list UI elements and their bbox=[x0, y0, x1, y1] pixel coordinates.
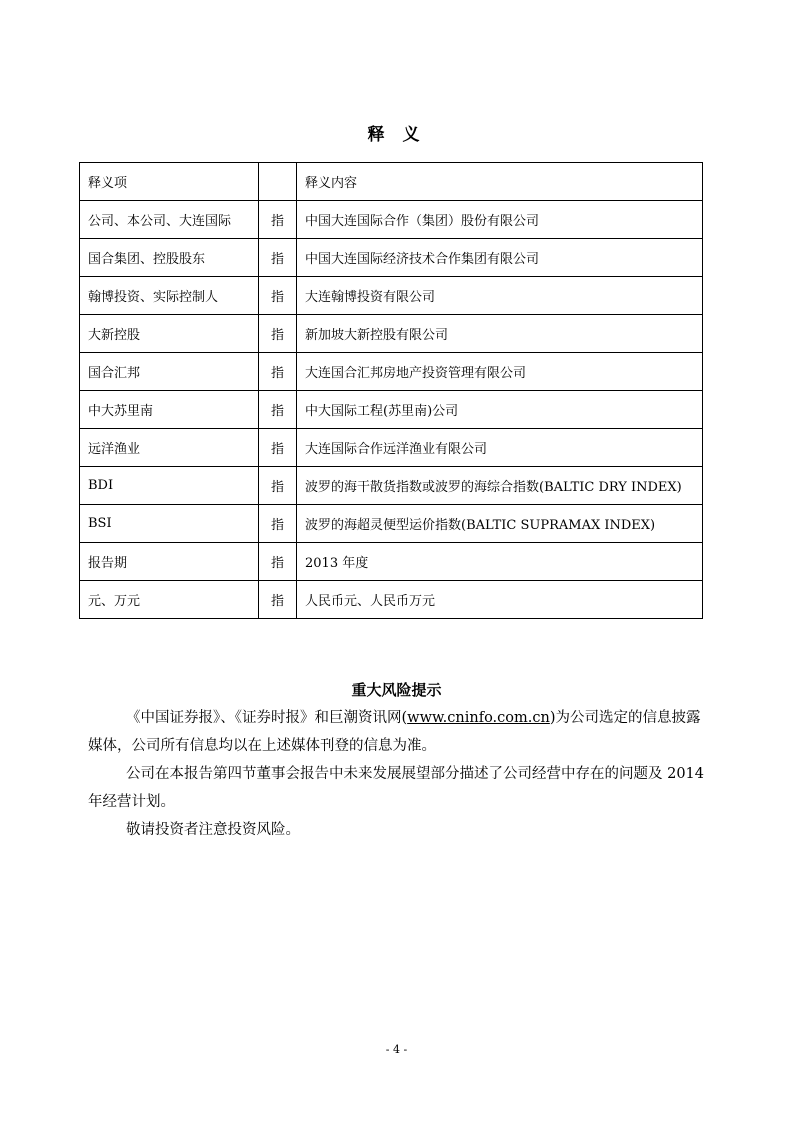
row-mid: 指 bbox=[259, 505, 297, 543]
row-content: 大连国际合作远洋渔业有限公司 bbox=[297, 429, 703, 467]
row-term: 报告期 bbox=[80, 543, 259, 581]
row-term: 大新控股 bbox=[80, 315, 259, 353]
table-row bbox=[80, 201, 703, 239]
row-mid: 指 bbox=[259, 581, 297, 619]
table-row bbox=[80, 581, 703, 619]
table-row bbox=[80, 315, 703, 353]
row-term: BSI bbox=[80, 505, 259, 543]
risk-p1-text-after: )为公司选定的信息披露媒体，公司所有信息均以在上述媒体刊登的信息为准。 bbox=[88, 710, 701, 754]
row-term: BDI bbox=[80, 467, 259, 505]
table-row bbox=[80, 353, 703, 391]
cninfo-link[interactable]: www.cninfo.com.cn bbox=[407, 710, 550, 726]
row-content: 中国大连国际合作（集团）股份有限公司 bbox=[297, 201, 703, 239]
table-row bbox=[80, 277, 703, 315]
definitions-table bbox=[79, 162, 703, 619]
row-term: 元、万元 bbox=[80, 581, 259, 619]
row-mid: 指 bbox=[259, 277, 297, 315]
header-mid bbox=[259, 163, 297, 201]
header-term: 释义项 bbox=[80, 163, 259, 201]
row-term: 远洋渔业 bbox=[80, 429, 259, 467]
table-row bbox=[80, 239, 703, 277]
row-mid: 指 bbox=[259, 201, 297, 239]
row-mid: 指 bbox=[259, 239, 297, 277]
page-number: - 4 - bbox=[385, 1043, 408, 1056]
risk-paragraph-2: 公司在本报告第四节董事会报告中未来发展展望部分描述了公司经营中存在的问题及 2014 年经营计划。 bbox=[88, 766, 705, 810]
risk-section-title: 重大风险提示 bbox=[351, 681, 442, 699]
row-mid: 指 bbox=[259, 543, 297, 581]
table-header-row bbox=[80, 163, 703, 201]
row-mid: 指 bbox=[259, 353, 297, 391]
row-term: 公司、本公司、大连国际 bbox=[80, 201, 259, 239]
row-content: 波罗的海干散货指数或波罗的海综合指数(BALTIC DRY INDEX) bbox=[297, 467, 703, 505]
row-term: 国合汇邦 bbox=[80, 353, 259, 391]
row-mid: 指 bbox=[259, 467, 297, 505]
row-term: 国合集团、控股股东 bbox=[80, 239, 259, 277]
row-term: 翰博投资、实际控制人 bbox=[80, 277, 259, 315]
risk-p1-text-before: 《中国证券报》、《证券时报》和巨潮资讯网( bbox=[126, 710, 408, 726]
table-row bbox=[80, 391, 703, 429]
row-content: 大连国合汇邦房地产投资管理有限公司 bbox=[297, 353, 703, 391]
table-row bbox=[80, 467, 703, 505]
row-content: 2013 年度 bbox=[297, 543, 703, 581]
row-content: 新加坡大新控股有限公司 bbox=[297, 315, 703, 353]
row-term: 中大苏里南 bbox=[80, 391, 259, 429]
table-row bbox=[80, 543, 703, 581]
table-row bbox=[80, 429, 703, 467]
header-content: 释义内容 bbox=[297, 163, 703, 201]
risk-paragraph-3: 敬请投资者注意投资风险。 bbox=[126, 822, 300, 838]
row-content: 中国大连国际经济技术合作集团有限公司 bbox=[297, 239, 703, 277]
row-content: 人民币元、人民币万元 bbox=[297, 581, 703, 619]
row-content: 波罗的海超灵便型运价指数(BALTIC SUPRAMAX INDEX) bbox=[297, 505, 703, 543]
risk-paragraph-1 bbox=[88, 704, 704, 760]
row-content: 中大国际工程(苏里南)公司 bbox=[297, 391, 703, 429]
row-mid: 指 bbox=[259, 391, 297, 429]
page-title: 释 义 bbox=[367, 125, 426, 145]
table-row bbox=[80, 505, 703, 543]
row-mid: 指 bbox=[259, 429, 297, 467]
row-content: 大连翰博投资有限公司 bbox=[297, 277, 703, 315]
row-mid: 指 bbox=[259, 315, 297, 353]
